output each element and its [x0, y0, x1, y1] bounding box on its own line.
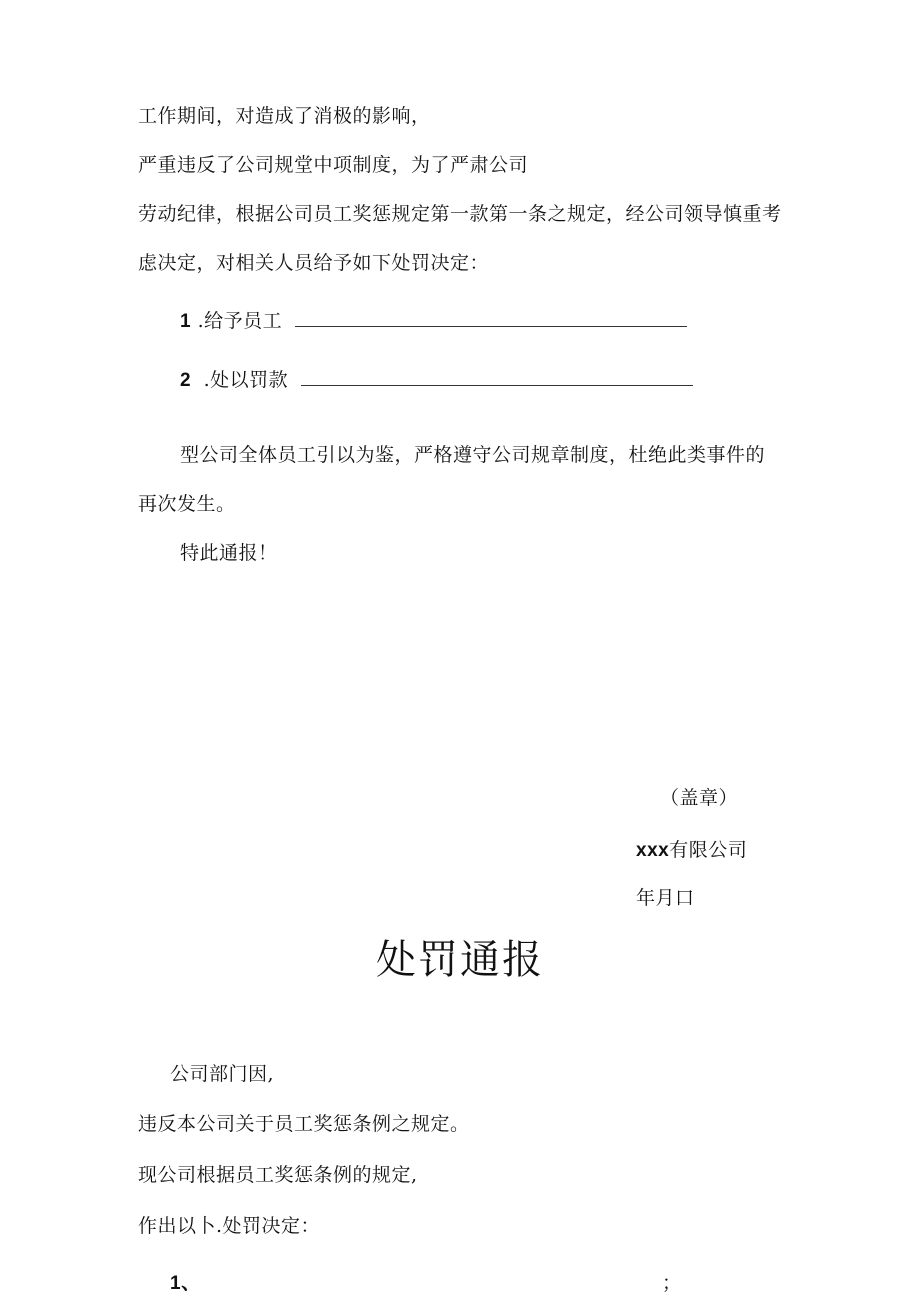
document-title: 处罚通报 [376, 937, 544, 983]
paragraph-line: 工作期间，对造成了消极的影响， [138, 105, 431, 127]
seal-label: （盖章） [660, 787, 739, 809]
paragraph-line: 再次发生。 [138, 493, 236, 515]
paragraph-line: 现公司根据员工奖惩条例的规定, [138, 1164, 418, 1186]
decision-item [180, 308, 687, 334]
paragraph-line: 虑决定，对相关人员给予如下处罚决定： [138, 252, 490, 274]
paragraph-line: 违反本公司关于员工奖惩条例之规定。 [138, 1113, 470, 1135]
company-prefix: xxx [636, 840, 670, 861]
paragraph-line: 型公司全体员工引以为鉴，严格遵守公司规章制度，杜绝此类事件的 [180, 444, 766, 466]
closing-text: 特此通报！ [180, 542, 278, 564]
item-number: 1 [180, 311, 192, 332]
paragraph-line: 劳动纪律，根据公司员工奖惩规定第一款第一条之规定，经公司领导慎重考 [138, 203, 782, 225]
date-line: 年月口 [636, 887, 695, 909]
paragraph-line: 公司部门因, [170, 1063, 275, 1085]
item-number: 2 [180, 370, 192, 391]
item-text: .给予员工 [197, 310, 283, 332]
item-end-mark: ； [662, 1272, 682, 1294]
fill-in-blank [295, 308, 687, 327]
decision-item [180, 367, 693, 393]
company-suffix: 有限公司 [669, 839, 748, 861]
paragraph-line: 严重违反了公司规堂中项制度，为了严肃公司 [138, 154, 529, 176]
company-name [636, 838, 747, 863]
decision-item [170, 1271, 201, 1296]
item-number: 1、 [170, 1273, 201, 1294]
fill-in-blank [301, 367, 693, 386]
paragraph-line: 作出以卜.处罚决定： [138, 1215, 321, 1237]
item-text: .处以罚款 [203, 369, 289, 391]
